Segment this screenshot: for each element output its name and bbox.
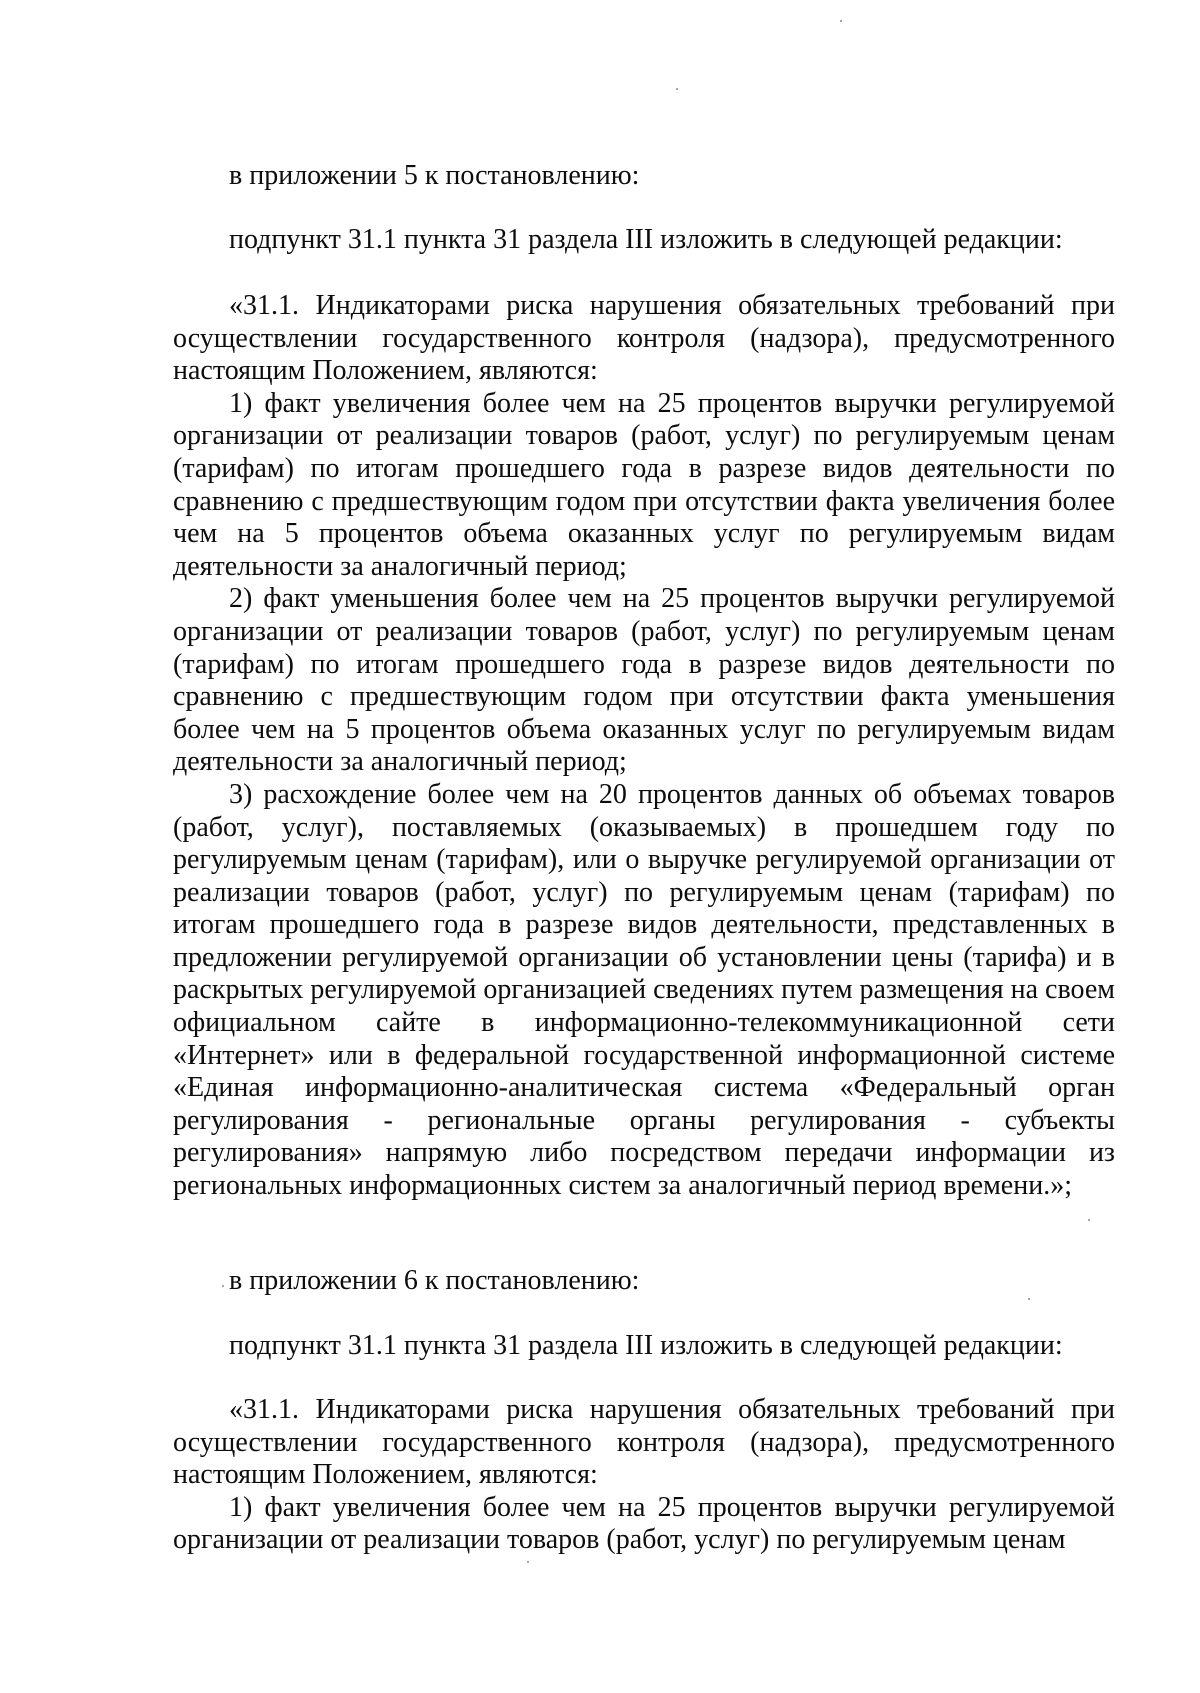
instruction-appendix-6-block: [173, 1330, 1115, 1363]
paragraph-31-1-intro: «31.1. Индикаторами риска нарушения обязательных требований при осуществлении государственного контроля (надзора), предусмотренного настоящим Положением, являются:: [173, 1394, 1115, 1491]
heading-appendix-6: в приложении 6 к постановлению:: [229, 1265, 640, 1296]
instruction-appendix-5-block: [173, 224, 1115, 257]
scan-speck: [840, 20, 842, 22]
paragraph-item-2: 2) факт уменьшения более чем на 25 процентов выручки регулируемой организации от реализации товаров (работ, услуг) по регулируемым ценам (тарифам) по итогам прошедшего года в разрезе видов деятельности по сравнению с предшествующим годом при отсутствии факта уменьшения более чем на 5 процентов объема оказанных услуг по регулируемым видам деятельности за аналогичный период;: [173, 583, 1115, 778]
paragraph-31-1-intro: «31.1. Индикаторами риска нарушения обязательных требований при осуществлении государственного контроля (надзора), предусмотренного настоящим Положением, являются:: [173, 290, 1115, 387]
scan-speck: [676, 88, 678, 90]
instruction-appendix-5: подпункт 31.1 пункта 31 раздела III изложить в следующей редакции:: [229, 224, 1063, 255]
heading-appendix-5: в приложении 5 к постановлению:: [229, 160, 640, 191]
amendment-text-appendix-5: [173, 290, 1115, 1203]
scan-speck: [1028, 1298, 1030, 1300]
heading-appendix-6-block: [173, 1265, 1115, 1298]
scan-speck: [527, 1561, 529, 1563]
instruction-appendix-6: подпункт 31.1 пункта 31 раздела III изложить в следующей редакции:: [229, 1330, 1063, 1361]
paragraph-item-1: 1) факт увеличения более чем на 25 процентов выручки регулируемой организации от реализации товаров (работ, услуг) по регулируемым ценам (тарифам) по итогам прошедшего года в разрезе видов деятельности по сравнению с предшествующим годом при отсутствии факта увеличения более чем на 5 процентов объема оказанных услуг по регулируемым видам деятельности за аналогичный период;: [173, 387, 1115, 582]
paragraph-item-1: 1) факт увеличения более чем на 25 процентов выручки регулируемой организации от реализации товаров (работ, услуг) по регулируемым ценам: [173, 1491, 1115, 1556]
paragraph-item-3: 3) расхождение более чем на 20 процентов данных об объемах товаров (работ, услуг), поставляемых (оказываемых) в прошедшем году по регулируемым ценам (тарифам), или о выручке регулируемой организации от реализации товаров (работ, услуг) по регулируемым ценам (тарифам) по итогам прошедшего года в разрезе видов деятельности, представленных в предложении регулируемой организации об установлении цены (тарифа) и в раскрытых регулируемой организацией сведениях путем размещения на своем официальном сайте в информационно-телекоммуникационной сети «Интернет» или в федеральной государственной информационной системе «Единая информационно-аналитическая система «Федеральный орган регулирования - региональные органы регулирования - субъекты регулирования» напрямую либо посредством передачи информации из региональных информационных систем за аналогичный период времени.»;: [173, 778, 1115, 1202]
scan-speck: [1088, 1219, 1090, 1221]
amendment-text-appendix-6: [173, 1394, 1115, 1557]
heading-appendix-5-block: [173, 160, 1115, 193]
